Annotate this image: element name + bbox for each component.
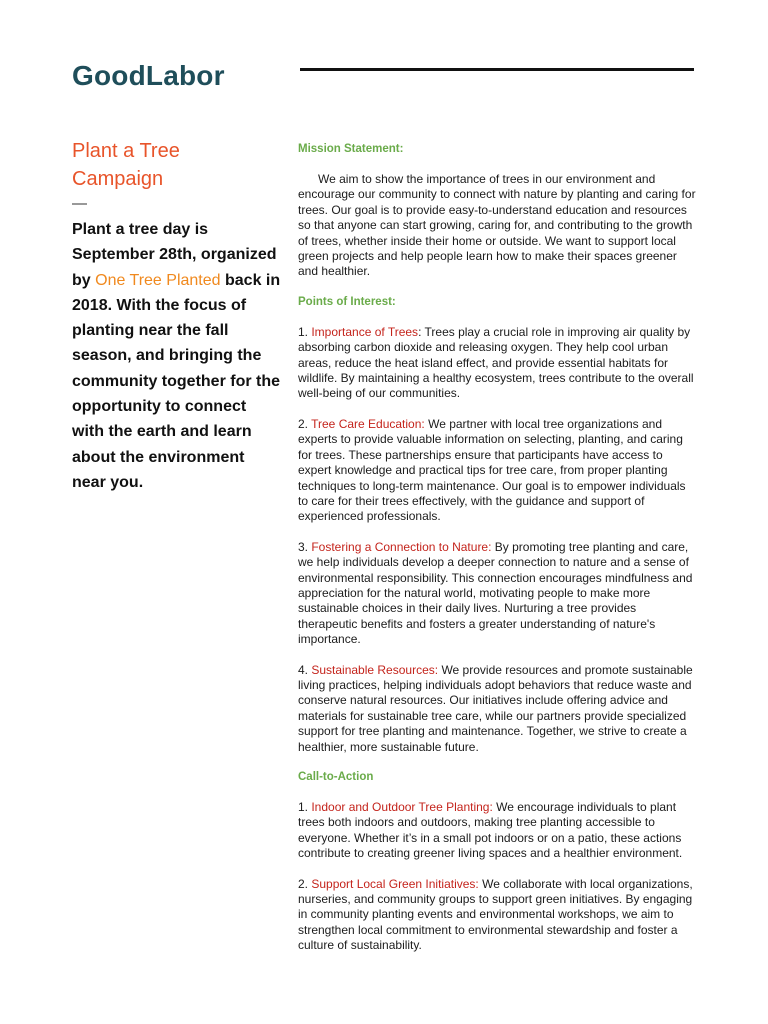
point-number: 4. — [298, 662, 312, 677]
intro-text-after: back in 2018. With the focus of planting near the fall season, and bringing the community together for the opportunity to connect with the earth and learn about the environment near you. — [72, 271, 281, 491]
main-content — [298, 142, 698, 969]
point-key: Sustainable Resources: — [311, 662, 439, 677]
point-text: We provide resources and promote sustainable living practices, helping individuals adopt behaviors that reduce waste and conserve natural resources. Our initiatives include offering advice and materials for sustainable tree care, while our partners provide specialized support for tree planting and maintenance. Together, we strive to create a healthier, more sustainable future. — [298, 662, 693, 754]
point-key: Importance of Trees — [311, 324, 419, 339]
cta-text: We encourage individuals to plant trees both indoors and outdoors, making tree planting accessible to everyone. Whether it’s in a small pot indoors or on a patio, these actions contribute to creating greener living spaces and a healthier environment. — [298, 800, 683, 861]
cta-text: We collaborate with local organizations, nurseries, and community groups to support green initiatives. By engaging in community planting events and environmental workshops, we aim to strengthen local commitment to environmental stewardship and foster a culture of sustainability. — [298, 876, 693, 953]
point-number: 3. — [298, 539, 312, 554]
cta-item — [298, 877, 698, 954]
campaign-title-line1: Plant a Tree — [72, 140, 180, 162]
cta-number: 2. — [298, 876, 312, 891]
cta-key: Indoor and Outdoor Tree Planting: — [311, 800, 493, 814]
point-item — [298, 325, 698, 402]
sidebar-intro — [72, 137, 282, 495]
cta-key: Support Local Green Initiatives: — [311, 876, 479, 891]
intro-text-before: Plant a tree day is September 28th, organized by — [72, 221, 277, 289]
point-item — [298, 663, 698, 755]
points-heading: Points of Interest: — [298, 295, 396, 308]
organization-name: One Tree Planted — [95, 271, 221, 289]
title-dash: — — [72, 195, 87, 212]
cta-heading: Call-to-Action — [298, 771, 374, 783]
campaign-title — [72, 137, 282, 193]
point-text: By promoting tree planting and care, we help individuals develop a deeper connection to nature and a sense of environmental responsibility. This connection encourages mindfulness and appreciation for the natural world, motivating people to make more sustainable choices in their daily lives. Nurturing a tree provides therapeutic benefits and fosters a greater understanding of nature's importance. — [298, 539, 693, 647]
point-item — [298, 540, 698, 648]
cta-number: 1. — [298, 800, 312, 814]
intro-paragraph — [72, 217, 282, 495]
campaign-title-line2: Campaign — [72, 168, 164, 190]
point-key: Tree Care Education: — [311, 416, 425, 431]
mission-text: We aim to show the importance of trees in our environment and encourage our community to connect with nature by planting and caring for trees. Our goal is to provide easy-to-understand education and resources so that anyone can start growing, caring for, and contributing to the growth of trees, whether inside their home or outside. We want to support local green projects and help people learn how to make their spaces greener and healthier. — [298, 172, 696, 279]
cta-item — [298, 800, 698, 862]
header-rule — [300, 68, 694, 71]
point-number: 2. — [298, 416, 312, 431]
mission-heading: Mission Statement: — [298, 143, 404, 155]
point-key: Fostering a Connection to Nature: — [311, 539, 492, 554]
point-text: We partner with local tree organizations and experts to provide valuable information on selecting, planting, and caring for trees. These partnerships ensure that participants have access to expert knowledge and practical tips for tree care, from proper planting techniques to long-term maintenance. Our goal is to empower individuals to care for their trees effectively, with the guidance and support of experienced professionals. — [298, 416, 686, 524]
brand-logo: GoodLabor — [72, 60, 225, 91]
point-item — [298, 417, 698, 525]
point-text: Trees play a crucial role in improving air quality by absorbing carbon dioxide and releasing oxygen. They help cool urban areas, reduce the heat island effect, and provide essential habitats for wildlife. By maintaining a healthy ecosystem, trees contribute to the overall well-being of our communities. — [298, 324, 694, 401]
point-sep: : — [418, 324, 425, 339]
point-number: 1. — [298, 324, 312, 339]
